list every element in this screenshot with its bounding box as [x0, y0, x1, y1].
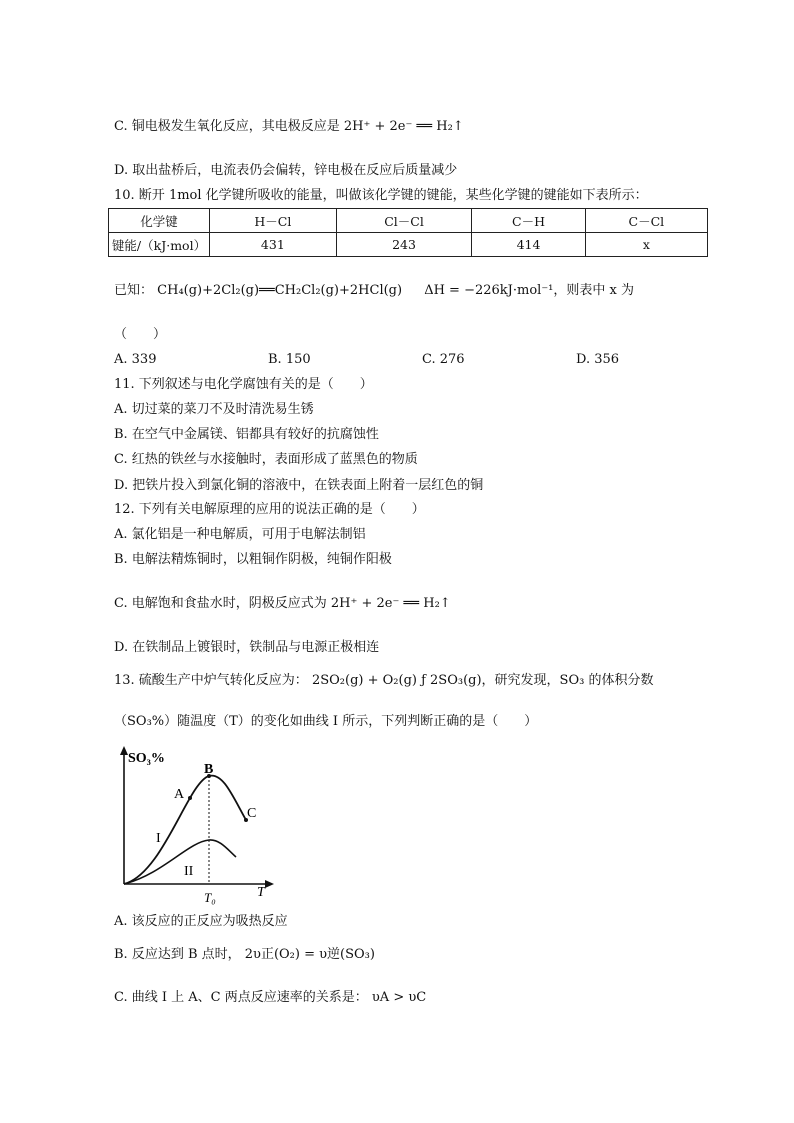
table-header-cell: C－H [472, 209, 585, 233]
y-axis-arrow [120, 746, 128, 755]
q13-stem-line2: （SO₃%）随温度（T）的变化如曲线 I 所示，下列判断正确的是（ ） [114, 714, 538, 729]
q10-option-d: D. 356 [576, 352, 620, 367]
q13-option-c [114, 990, 426, 1006]
q10-option-b: B. 150 [268, 352, 311, 367]
q13-option-b-equation: 2υ正(O₂) = υ逆(SO₃) [244, 947, 375, 962]
q10-known-suffix: ，则表中 x 为 [553, 283, 635, 298]
label-curve-ii: II [184, 864, 194, 879]
label-curve-i: I [156, 831, 161, 846]
q10-equation: CH₄(g)+2Cl₂(g)══CH₂Cl₂(g)+2HCl(g) [157, 283, 403, 298]
label-b: B [204, 762, 214, 777]
q10-known [114, 283, 634, 299]
q12-option-d: D. 在铁制品上镀银时，铁制品与电源正极相连 [114, 640, 380, 655]
q9-option-c-equation: 2H⁺ + 2e⁻ ══ H₂↑ [343, 119, 464, 134]
table-row-label: 键能/（kJ·mol） [109, 233, 210, 257]
table-header-cell: 化学键 [109, 209, 210, 233]
q12-option-c-equation: 2H⁺ + 2e⁻ ══ H₂↑ [330, 596, 451, 611]
so3-temperature-graph [108, 742, 283, 914]
q9-option-d: D. 取出盐桥后，电流表仍会偏转，锌电极在反应后质量减少 [114, 163, 458, 178]
q11-option-c: C. 红热的铁丝与水接触时，表面形成了蓝黑色的物质 [114, 452, 418, 467]
q10-paren: （ ） [114, 327, 167, 342]
q10-option-a: A. 339 [114, 352, 157, 367]
x-axis-label: T [257, 885, 265, 900]
q13-option-c-text: C. 曲线 I 上 A、C 两点反应速率的关系是： [114, 990, 368, 1005]
q13-stem-b: ，研究发现，SO₃ 的体积分数 [481, 673, 654, 688]
q13-stem-line1 [114, 673, 653, 689]
q13-option-c-equation: υA > υC [371, 990, 427, 1005]
q12-stem: 12. 下列有关电解原理的应用的说法正确的是（ ） [114, 502, 425, 517]
x-axis-arrow [265, 880, 274, 888]
table-cell: 431 [210, 233, 337, 257]
q9-option-c [114, 119, 464, 135]
q10-option-c: C. 276 [422, 352, 465, 367]
point-a [188, 796, 192, 800]
q12-option-a: A. 氯化铝是一种电解质，可用于电解法制铝 [114, 527, 366, 542]
label-a: A [174, 787, 185, 802]
q13-option-a: A. 该反应的正反应为吸热反应 [114, 914, 288, 929]
table-header-cell: H－Cl [210, 209, 337, 233]
q13-option-b-text: B. 反应达到 B 点时， [114, 947, 241, 962]
q11-option-a: A. 切过菜的菜刀不及时清洗易生锈 [114, 402, 314, 417]
bond-energy-table [108, 208, 708, 257]
q12-option-c [114, 596, 451, 612]
table-cell: 243 [336, 233, 472, 257]
q13-option-b [114, 947, 375, 963]
table-cell: 414 [472, 233, 585, 257]
curve-ii [124, 840, 236, 884]
q10-delta-h: ΔH = −226kJ·mol⁻¹ [424, 283, 554, 298]
y-axis-label: SO₃% [128, 751, 165, 766]
label-t0: T₀ [204, 890, 216, 905]
table-row [109, 233, 708, 257]
q11-option-d: D. 把铁片投入到氯化铜的溶液中，在铁表面上附着一层红色的铜 [114, 478, 484, 493]
q11-stem: 11. 下列叙述与电化学腐蚀有关的是（ ） [114, 377, 373, 392]
q12-option-b: B. 电解法精炼铜时，以粗铜作阴极，纯铜作阳极 [114, 552, 392, 567]
q13-stem-a: 13. 硫酸生产中炉气转化反应为： [114, 673, 308, 688]
table-cell: x [585, 233, 707, 257]
q10-known-prefix: 已知： [114, 283, 154, 298]
table-header-cell: C－Cl [585, 209, 707, 233]
q12-option-c-text: C. 电解饱和食盐水时，阴极反应式为 [114, 596, 327, 611]
table-row [109, 209, 708, 233]
q9-option-c-text: C. 铜电极发生氧化反应，其电极反应是 [114, 119, 340, 134]
q10-stem: 10. 断开 1mol 化学键所吸收的能量，叫做该化学键的键能，某些化学键的键能如下表所示： [114, 188, 648, 203]
label-c: C [247, 806, 257, 821]
table-header-cell: Cl－Cl [336, 209, 472, 233]
q13-equation: 2SO₂(g) + O₂(g) ƒ 2SO₃(g) [311, 673, 482, 688]
q11-option-b: B. 在空气中金属镁、铝都具有较好的抗腐蚀性 [114, 427, 379, 442]
